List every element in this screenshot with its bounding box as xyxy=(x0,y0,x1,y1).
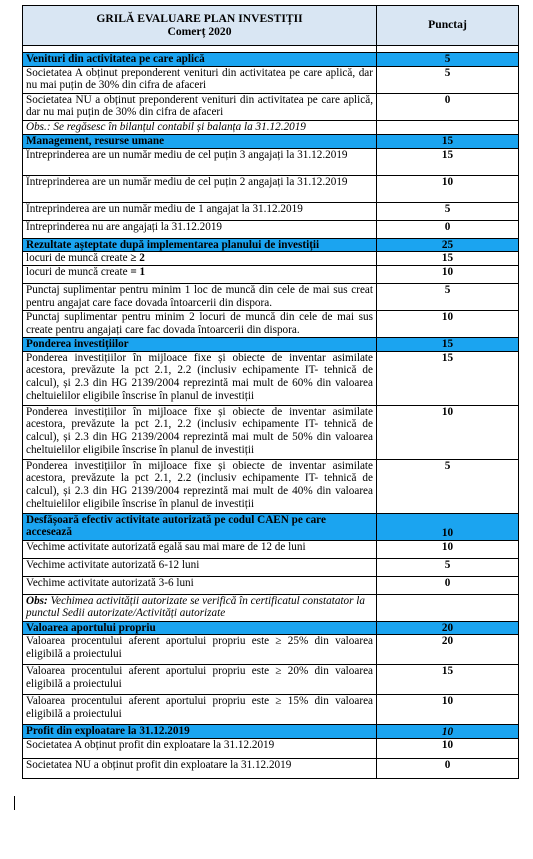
criteria-points: 10 xyxy=(377,405,519,459)
spacer-row xyxy=(23,46,519,53)
section-points: 10 xyxy=(377,513,519,540)
criteria-text: Valoarea procentului aferent aportului propriu este ≥ 15% din valoarea eligibilă a proiectului xyxy=(23,695,377,725)
criteria-text: Punctaj suplimentar pentru minim 1 loc de muncă din cele de mai sus creat pentru angajat care face dovada întoarcerii din dispora. xyxy=(23,284,377,311)
criteria-text: Ponderea investițiilor în mijloace fixe și obiecte de inventar asimilate acestora, prevăzute la pct 2.1, 2.2 (inclusiv echipamente IT- tehnică de calcul), și 2.3 din HG 2139/2004 reprezintă mai mult de 50% din valoarea cheltuielilor eligibile înscrise în planul de investiții xyxy=(23,405,377,459)
criteria-points: 5 xyxy=(377,66,519,93)
criteria-row xyxy=(23,405,519,459)
criteria-points: 10 xyxy=(377,695,519,725)
criteria-row xyxy=(23,540,519,558)
criteria-points: 10 xyxy=(377,739,519,759)
criteria-points: 5 xyxy=(377,202,519,220)
criteria-row xyxy=(23,220,519,238)
score-column-header: Punctaj xyxy=(377,6,519,46)
criteria-points: 0 xyxy=(377,759,519,779)
section-title: Ponderea investițiilor xyxy=(23,338,377,352)
section-title: Rezultate așteptate după implementarea planului de investiții xyxy=(23,238,377,252)
grid-title: GRILĂ EVALUARE PLAN INVESTIȚII xyxy=(96,11,303,25)
criteria-points: 10 xyxy=(377,266,519,284)
criteria-row xyxy=(23,93,519,120)
section-header-row xyxy=(23,338,519,352)
criteria-text: Vechime activitate autorizată egală sau mai mare de 12 de luni xyxy=(23,540,377,558)
criteria-points: 15 xyxy=(377,351,519,405)
criteria-text: Întreprinderea nu are angajați la 31.12.2019 xyxy=(23,220,377,238)
section-header-row xyxy=(23,513,519,540)
section-title: Valoarea aportului propriu xyxy=(23,621,377,635)
criteria-row xyxy=(23,351,519,405)
observation-note: Obs.: Se regăsesc în bilanțul contabil și balanța la 31.12.2019 xyxy=(23,120,377,134)
criteria-text: Întreprinderea are un număr mediu de cel puțin 2 angajați la 31.12.2019 xyxy=(23,175,377,202)
obs-row xyxy=(23,120,519,134)
criteria-points: 15 xyxy=(377,252,519,266)
criteria-points: 5 xyxy=(377,284,519,311)
criteria-text-main: locuri de muncă create xyxy=(26,252,131,265)
criteria-threshold: = 1 xyxy=(130,266,146,279)
criteria-row xyxy=(23,284,519,311)
criteria-points: 0 xyxy=(377,220,519,238)
criteria-text: Întreprinderea are un număr mediu de cel puțin 3 angajați la 31.12.2019 xyxy=(23,148,377,175)
section-title: Venituri din activitatea pe care aplică xyxy=(23,53,377,67)
criteria-row xyxy=(23,759,519,779)
criteria-row xyxy=(23,558,519,576)
criteria-text-main: locuri de muncă create xyxy=(26,266,131,279)
criteria-row xyxy=(23,635,519,665)
observation-note xyxy=(23,594,377,621)
criteria-text: Societatea NU a obținut profit din exploatare la 31.12.2019 xyxy=(23,759,377,779)
criteria-row xyxy=(23,266,519,284)
criteria-row xyxy=(23,66,519,93)
criteria-points: 10 xyxy=(377,540,519,558)
text-cursor xyxy=(14,796,15,810)
criteria-points: 5 xyxy=(377,558,519,576)
section-title: Desfășoară efectiv activitate autorizată pe codul CAEN pe care accesează xyxy=(23,513,377,540)
section-title: Management, resurse umane xyxy=(23,134,377,148)
criteria-points: 10 xyxy=(377,175,519,202)
criteria-points: 5 xyxy=(377,459,519,513)
grid-title-cell xyxy=(23,6,377,46)
criteria-text: Ponderea investițiilor în mijloace fixe și obiecte de inventar asimilate acestora, prevăzute la pct 2.1, 2.2 (inclusiv echipamente IT- tehnică de calcul), și 2.3 din HG 2139/2004 reprezintă mai mult de 40% din valoarea cheltuielilor eligibile înscrise în planul de investiții xyxy=(23,459,377,513)
criteria-row xyxy=(23,311,519,338)
criteria-text: Societatea A obținut profit din exploatare la 31.12.2019 xyxy=(23,739,377,759)
criteria-text: Valoarea procentului aferent aportului propriu este ≥ 20% din valoarea eligibilă a proiectului xyxy=(23,665,377,695)
obs-row xyxy=(23,594,519,621)
section-header-row xyxy=(23,725,519,739)
evaluation-grid-table xyxy=(22,5,519,779)
criteria-text: Societatea NU a obținut preponderent venituri din activitatea pe care aplică, dar nu mai puțin de 30% din cifra de afaceri xyxy=(23,93,377,120)
criteria-row xyxy=(23,739,519,759)
criteria-text: Ponderea investițiilor în mijloace fixe și obiecte de inventar asimilate acestora, prevăzute la pct 2.1, 2.2 (inclusiv echipamente IT- tehnică de calcul), și 2.3 din HG 2139/2004 reprezintă mai mult de 60% din valoarea cheltuielilor eligibile înscrise în planul de investiții xyxy=(23,351,377,405)
section-points: 10 xyxy=(377,725,519,739)
criteria-threshold: ≥ 2 xyxy=(130,252,145,265)
section-header-row xyxy=(23,238,519,252)
section-points: 5 xyxy=(377,53,519,67)
criteria-text: Vechime activitate autorizată 6-12 luni xyxy=(23,558,377,576)
criteria-row xyxy=(23,148,519,175)
criteria-row xyxy=(23,175,519,202)
section-points: 25 xyxy=(377,238,519,252)
criteria-text: Punctaj suplimentar pentru minim 2 locuri de muncă din cele de mai sus create pentru angajați care fac dovada întoarcerii din dispora. xyxy=(23,311,377,338)
criteria-row xyxy=(23,202,519,220)
criteria-points: 10 xyxy=(377,311,519,338)
section-points: 15 xyxy=(377,338,519,352)
criteria-text: Vechime activitate autorizată 3-6 luni xyxy=(23,576,377,594)
criteria-text: Societatea A obținut preponderent venituri din activitatea pe care aplică, dar nu mai puțin de 30% din cifra de afaceri xyxy=(23,66,377,93)
criteria-text xyxy=(23,252,377,266)
section-header-row xyxy=(23,621,519,635)
criteria-points: 15 xyxy=(377,148,519,175)
criteria-points: 15 xyxy=(377,665,519,695)
criteria-row xyxy=(23,665,519,695)
criteria-row xyxy=(23,576,519,594)
criteria-text: Valoarea procentului aferent aportului propriu este ≥ 25% din valoarea eligibilă a proiectului xyxy=(23,635,377,665)
observation-label: Obs: xyxy=(26,594,48,607)
section-points: 20 xyxy=(377,621,519,635)
section-title: Profit din exploatare la 31.12.2019 xyxy=(23,725,377,739)
criteria-text: Întreprinderea are un număr mediu de 1 angajat la 31.12.2019 xyxy=(23,202,377,220)
criteria-points: 20 xyxy=(377,635,519,665)
table-header-row xyxy=(23,6,519,46)
criteria-row xyxy=(23,252,519,266)
criteria-text xyxy=(23,266,377,284)
criteria-points: 0 xyxy=(377,93,519,120)
observation-text: Vechimea activității autorizate se verifică în certificatul constatator la punctul Sedii autorizate/Activități autorizate xyxy=(26,594,365,620)
section-header-row xyxy=(23,53,519,67)
grid-subtitle: Comerț 2020 xyxy=(167,24,232,38)
criteria-row xyxy=(23,459,519,513)
criteria-row xyxy=(23,695,519,725)
section-points: 15 xyxy=(377,134,519,148)
section-header-row xyxy=(23,134,519,148)
criteria-points: 0 xyxy=(377,576,519,594)
